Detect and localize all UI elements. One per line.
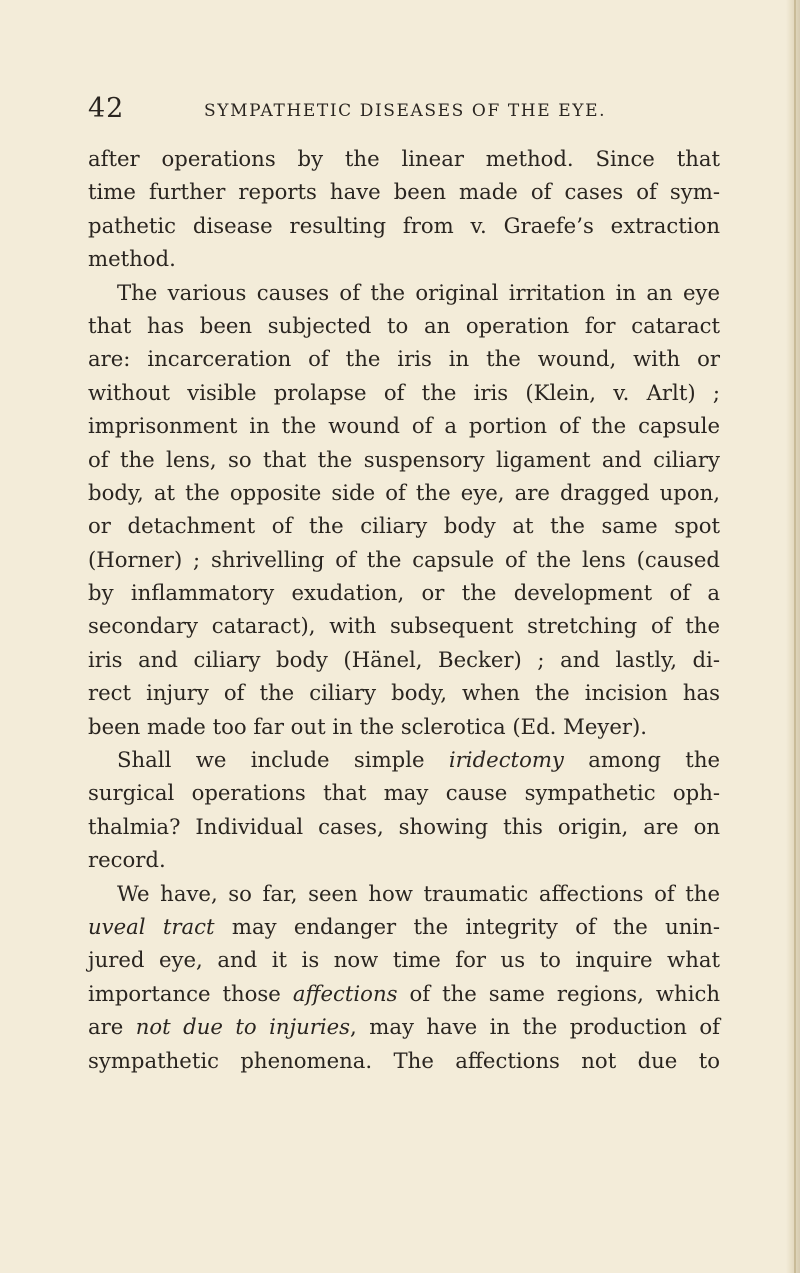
text-line: thalmia? Individual cases, showing this origin, are on [88, 813, 720, 839]
text-line: that has been subjected to an operation for cataract [88, 312, 720, 338]
text-line: rect injury of the ciliary body, when the incision has [88, 680, 720, 706]
text-line: of the lens, so that the suspensory ligament and ciliary [88, 446, 720, 472]
italic-term: not due to injuries [135, 1014, 351, 1040]
text-line: sympathetic phenomena. The affections not due to [88, 1047, 720, 1073]
text-line: method. [88, 246, 176, 272]
text-line: pathetic disease resulting from v. Graefe’s extraction [88, 212, 720, 238]
text-line: uveal tract may endanger the integrity of the unin- [88, 913, 721, 939]
text-line: are not due to injuries, may have in the production of [88, 1014, 720, 1040]
text-line: time further reports have been made of cases of sym- [88, 179, 720, 205]
body-text [88, 142, 720, 1077]
page-header [88, 92, 728, 128]
text-line: The various causes of the original irritation in an eye [117, 279, 720, 305]
text-line: are: incarceration of the iris in the wound, with or [88, 346, 720, 372]
text-line: We have, so far, seen how traumatic affections of the [117, 880, 720, 906]
italic-term: affections [292, 980, 398, 1006]
text-line: imprisonment in the wound of a portion of the capsule [88, 413, 720, 439]
text-line: Shall we include simple iridectomy among the [117, 747, 721, 773]
italic-term: iridectomy [448, 747, 564, 773]
text-line: record. [88, 847, 166, 873]
text-line: or detachment of the ciliary body at the same spot [88, 513, 720, 539]
running-title: SYMPATHETIC DISEASES OF THE EYE. [204, 101, 607, 121]
text-line: secondary cataract), with subsequent stretching of the [88, 613, 720, 639]
page-edge [786, 0, 800, 1273]
text-line: jured eye, and it is now time for us to inquire what [88, 947, 720, 973]
text-line: after operations by the linear method. Since that [88, 146, 720, 171]
text-line: without visible prolapse of the iris (Klein, v. Arlt) ; [88, 379, 720, 405]
page-number: 42 [88, 93, 125, 124]
text-line: body, at the opposite side of the eye, are dragged upon, [88, 479, 720, 505]
page-edge-line [794, 0, 796, 1273]
text-line: surgical operations that may cause sympathetic oph- [88, 780, 720, 806]
text-line: (Horner) ; shrivelling of the capsule of the lens (caused [88, 546, 720, 572]
text-line: importance those affections of the same regions, which [88, 980, 720, 1006]
text-line: iris and ciliary body (Hänel, Becker) ; and lastly, di- [88, 646, 720, 672]
text-line: been made too far out in the sclerotica (Ed. Meyer). [88, 713, 648, 739]
text-line: by inflammatory exudation, or the development of a [88, 580, 720, 606]
italic-term: uveal tract [88, 913, 215, 939]
